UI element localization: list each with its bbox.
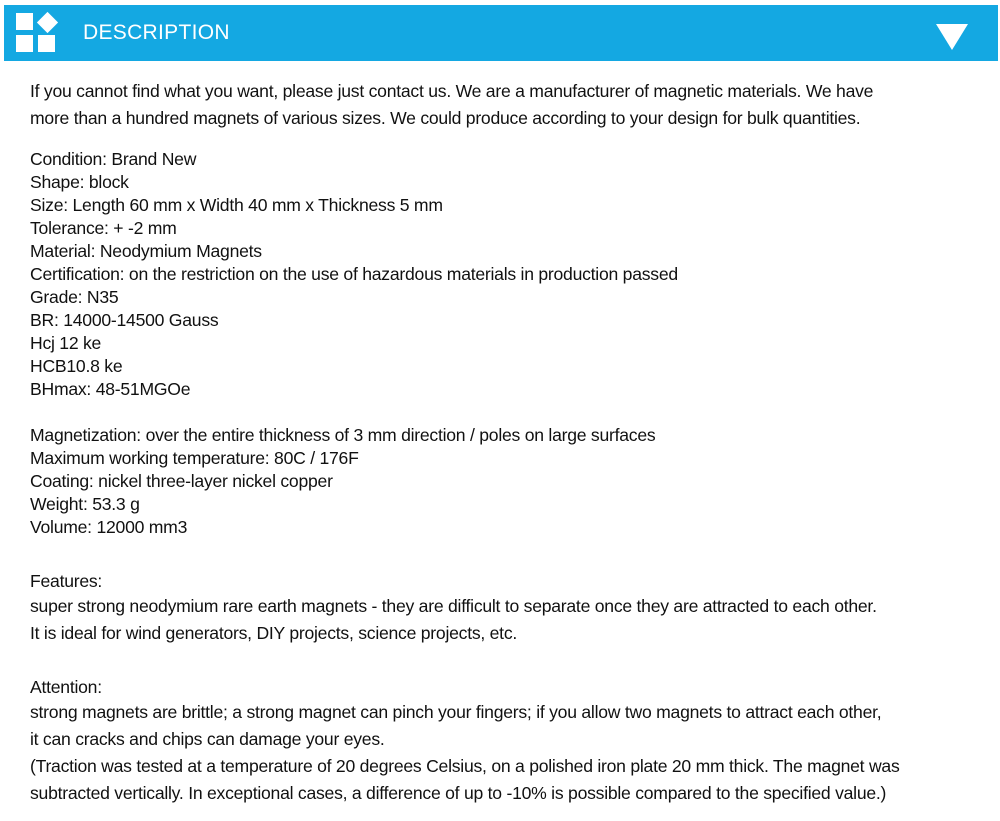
section-title: DESCRIPTION: [83, 21, 230, 44]
spec-line: Tolerance: + -2 mm: [30, 218, 177, 238]
attention-text: [30, 699, 980, 807]
spec-line: HCB10.8 ke: [30, 356, 123, 376]
features-line: super strong neodymium rare earth magnets - they are difficult to separate once they are attracted to each other.: [30, 596, 877, 616]
spec-line: Coating: nickel three-layer nickel copper: [30, 471, 333, 491]
attention-line: subtracted vertically. In exceptional cases, a difference of up to -10% is possible compared to the specified value.): [30, 783, 887, 803]
features-text: [30, 593, 980, 647]
intro-line: If you cannot find what you want, please just contact us. We are a manufacturer of magnetic materials. We have: [30, 81, 874, 101]
features-line: It is ideal for wind generators, DIY projects, science projects, etc.: [30, 623, 518, 643]
features-heading: Features:: [30, 571, 103, 591]
triangle-down-icon[interactable]: [936, 24, 968, 50]
attention-heading: Attention:: [30, 677, 102, 697]
spec-line: Size: Length 60 mm x Width 40 mm x Thickness 5 mm: [30, 195, 443, 215]
spec-line: Hcj 12 ke: [30, 333, 102, 353]
attention-line: strong magnets are brittle; a strong magnet can pinch your fingers; if you allow two magnets to attract each other,: [30, 702, 882, 722]
logo-square: [38, 35, 55, 52]
spec-line: Magnetization: over the entire thickness of 3 mm direction / poles on large surfaces: [30, 425, 656, 445]
spec-line: Maximum working temperature: 80C / 176F: [30, 448, 359, 468]
spec-line: Material: Neodymium Magnets: [30, 241, 262, 261]
spec-line: Grade: N35: [30, 287, 119, 307]
spec-line: Condition: Brand New: [30, 149, 197, 169]
logo-square: [16, 13, 33, 30]
attention-section: [30, 676, 980, 807]
spec-line: BHmax: 48-51MGOe: [30, 379, 191, 399]
description-body: [30, 78, 980, 807]
spec-line: Weight: 53.3 g: [30, 494, 140, 514]
spec-list: [30, 148, 980, 401]
logo-square: [16, 35, 33, 52]
logo-diamond: [37, 12, 58, 33]
intro-paragraph: [30, 78, 980, 132]
intro-line: more than a hundred magnets of various sizes. We could produce according to your design for bulk quantities.: [30, 108, 861, 128]
description-header[interactable]: [4, 5, 998, 61]
spec-line: Shape: block: [30, 172, 129, 192]
spec-line: Certification: on the restriction on the use of hazardous materials in production passed: [30, 264, 678, 284]
spec-list-secondary: [30, 424, 980, 539]
grid-logo-icon: [16, 13, 60, 57]
spec-line: Volume: 12000 mm3: [30, 517, 188, 537]
attention-line: (Traction was tested at a temperature of 20 degrees Celsius, on a polished iron plate 20 mm thick. The magnet was: [30, 756, 900, 776]
features-section: [30, 570, 980, 647]
spec-line: BR: 14000-14500 Gauss: [30, 310, 219, 330]
attention-line: it can cracks and chips can damage your eyes.: [30, 729, 385, 749]
